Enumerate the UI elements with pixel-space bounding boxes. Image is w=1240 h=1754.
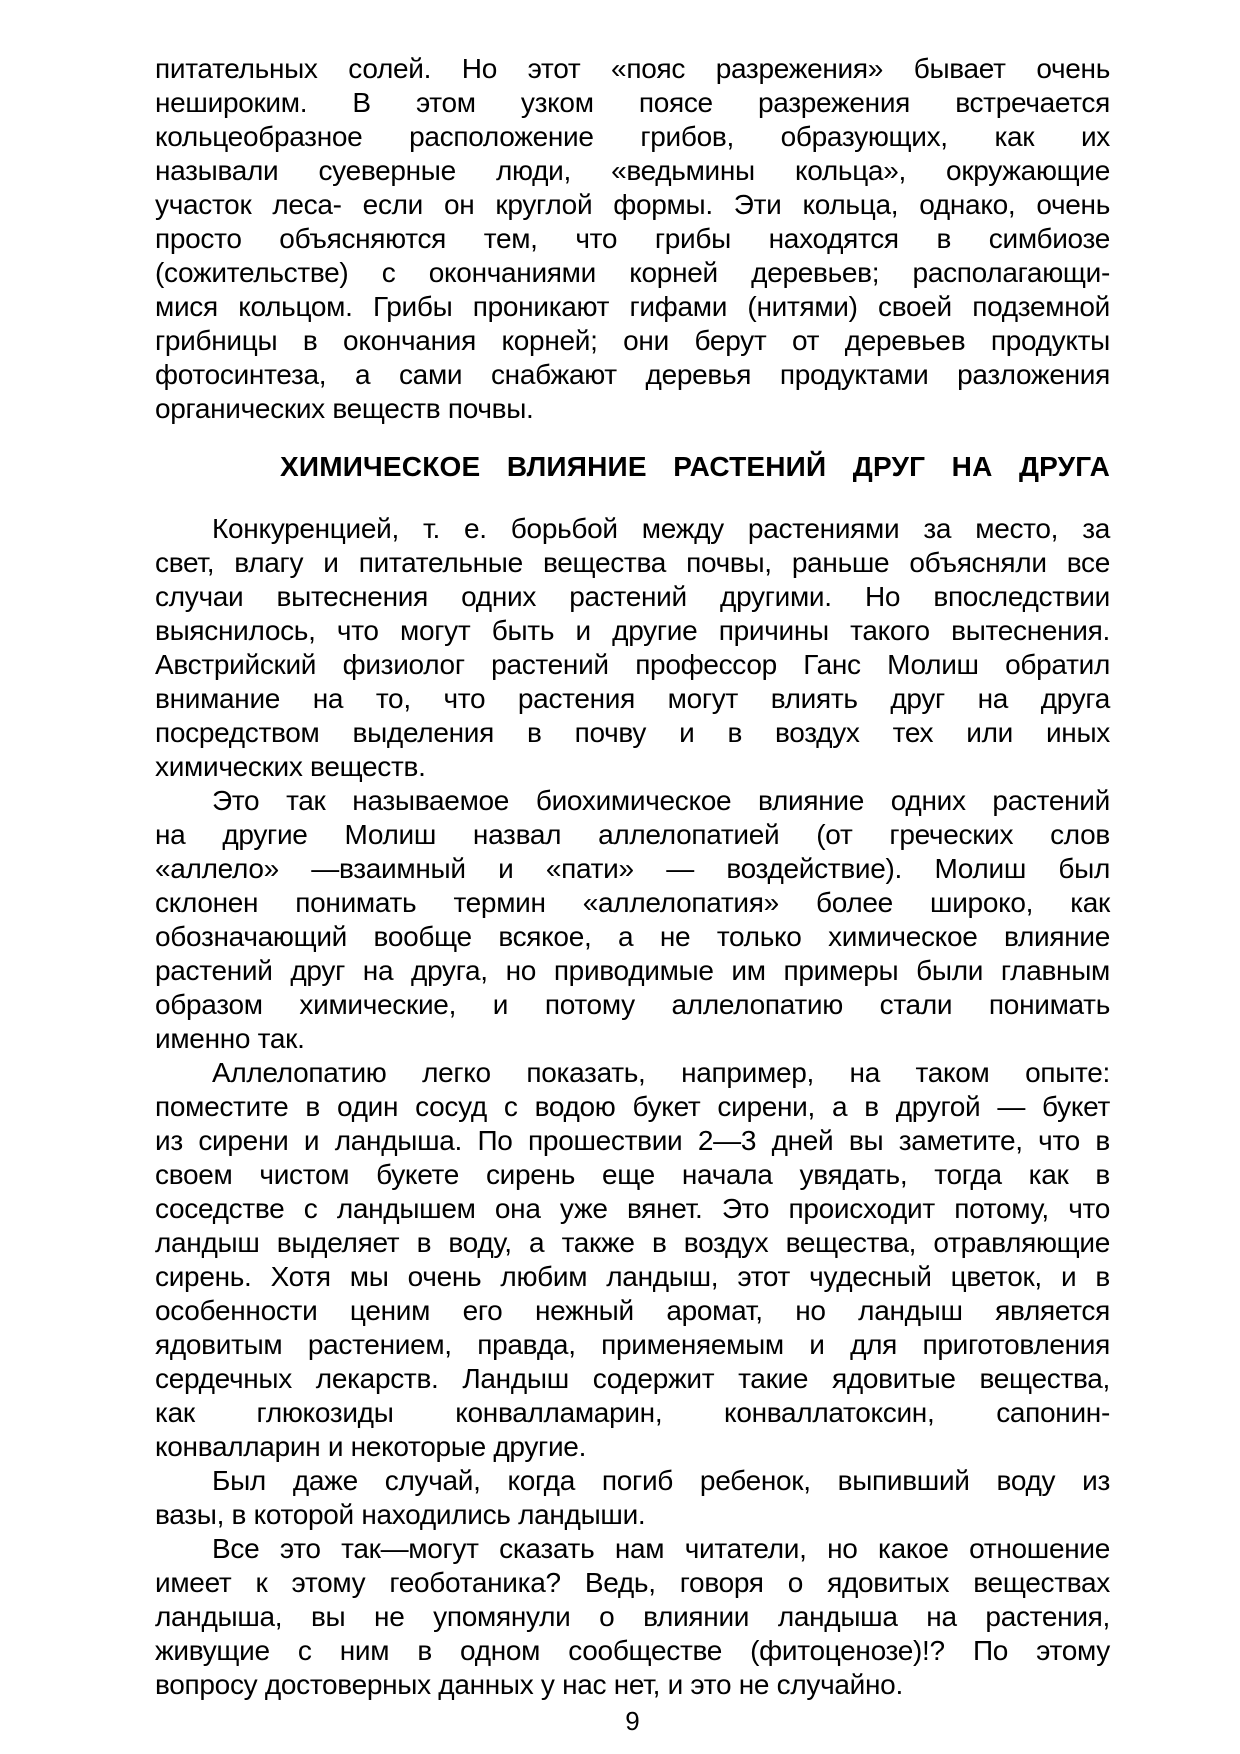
text-line: ядовитым растением, правда, применяемым и для приготовления: [155, 1329, 1110, 1360]
text-line: внимание на то, что растения могут влиять друг на друга: [155, 683, 1110, 714]
paragraph-allelopathy-term: [155, 784, 1110, 1056]
text-line: особенности ценим его нежный аромат, но ландыш является: [155, 1295, 1110, 1326]
text-line: Все это так—могут сказать нам читатели, но какое отношение: [212, 1533, 1110, 1564]
paragraph-lily-experiment: [155, 1056, 1110, 1464]
paragraph-competition: [155, 512, 1110, 784]
text-line: вопросу достоверных данных у нас нет, и это не случайно.: [155, 1669, 903, 1700]
text-line: Был даже случай, когда погиб ребенок, выпивший воду из: [212, 1465, 1110, 1496]
text-line: образом химические, и потому аллелопатию стали понимать: [155, 989, 1110, 1020]
text-line: называли суеверные люди, «ведьмины кольца», окружающие: [155, 155, 1110, 186]
text-line: ландыш выделяет в воду, а также в воздух вещества, отравляющие: [155, 1227, 1110, 1258]
page-number: 9: [625, 1706, 640, 1736]
text-line: фотосинтеза, а сами снабжают деревья продуктами разложения: [155, 359, 1110, 390]
text-line: обозначающий вообще всякое, а не только химическое влияние: [155, 921, 1110, 952]
text-line: грибницы в окончания корней; они берут от деревьев продукты: [155, 325, 1110, 356]
text-line: поместите в один сосуд с водою букет сирени, а в другой — букет: [155, 1091, 1110, 1122]
text-line: Австрийский физиолог растений профессор Ганс Молиш обратил: [155, 649, 1110, 680]
text-line: выяснилось, что могут быть и другие причины такого вытеснения.: [155, 615, 1110, 646]
text-line: соседстве с ландышем она уже вянет. Это происходит потому, что: [155, 1193, 1110, 1224]
text-line: кольцеобразное расположение грибов, образующих, как их: [155, 121, 1110, 152]
page-body: [155, 52, 1110, 1738]
text-line: органических веществ почвы.: [155, 393, 534, 424]
text-line: своем чистом букете сирень еще начала увядать, тогда как в: [155, 1159, 1110, 1190]
text-line: «аллело» —взаимный и «пати» — воздействие). Молиш был: [155, 853, 1110, 884]
paragraph-readers-question: [155, 1532, 1110, 1702]
text-line: вазы, в которой находились ландыши.: [155, 1499, 646, 1530]
text-line: конвалларин и некоторые другие.: [155, 1431, 587, 1462]
text-line: Конкуренцией, т. е. борьбой между растениями за место, за: [212, 513, 1110, 544]
text-line: питательных солей. Но этот «пояс разрежения» бывает очень: [155, 53, 1110, 84]
paragraph-child-case: [155, 1464, 1110, 1532]
text-line: мися кольцом. Грибы проникают гифами (нитями) своей подземной: [155, 291, 1110, 322]
paragraph-fungi-rings: [155, 52, 1110, 426]
section-heading: ХИМИЧЕСКОЕ ВЛИЯНИЕ РАСТЕНИЙ ДРУГ НА ДРУГА: [280, 451, 1110, 482]
text-line: нешироким. В этом узком поясе разрежения встречается: [155, 87, 1110, 118]
text-line: растений друг на друга, но приводимые им примеры были главным: [155, 955, 1110, 986]
text-line: свет, влагу и питательные вещества почвы, раньше объясняли все: [155, 547, 1110, 578]
text-line: как глюкозиды конвалламарин, конваллатоксин, сапонин-: [155, 1397, 1110, 1428]
text-line: Аллелопатию легко показать, например, на таком опыте:: [212, 1057, 1110, 1088]
text-line: сердечных лекарств. Ландыш содержит такие ядовитые вещества,: [155, 1363, 1110, 1394]
text-line: химических веществ.: [155, 751, 426, 782]
text-line: участок леса- если он круглой формы. Эти кольца, однако, очень: [155, 189, 1110, 220]
text-line: сирень. Хотя мы очень любим ландыш, этот чудесный цветок, и в: [155, 1261, 1110, 1292]
text-line: имеет к этому геоботаника? Ведь, говоря о ядовитых веществах: [155, 1567, 1110, 1598]
text-line: на другие Молиш назвал аллелопатией (от греческих слов: [155, 819, 1110, 850]
text-line: из сирени и ландыша. По прошествии 2—3 дней вы заметите, что в: [155, 1125, 1110, 1156]
text-line: ландыша, вы не упомянули о влиянии ландыша на растения,: [155, 1601, 1110, 1632]
text-line: посредством выделения в почву и в воздух тех или иных: [155, 717, 1110, 748]
text-line: именно так.: [155, 1023, 305, 1054]
text-line: случаи вытеснения одних растений другими. Но впоследствии: [155, 581, 1110, 612]
text-line: просто объясняются тем, что грибы находятся в симбиозе: [155, 223, 1110, 254]
text-line: Это так называемое биохимическое влияние одних растений: [212, 785, 1110, 816]
text-line: склонен понимать термин «аллелопатия» более широко, как: [155, 887, 1110, 918]
text-line: живущие с ним в одном сообществе (фитоценозе)!? По этому: [155, 1635, 1110, 1666]
text-line: (сожительстве) с окончаниями корней деревьев; располагающи-: [155, 257, 1110, 288]
